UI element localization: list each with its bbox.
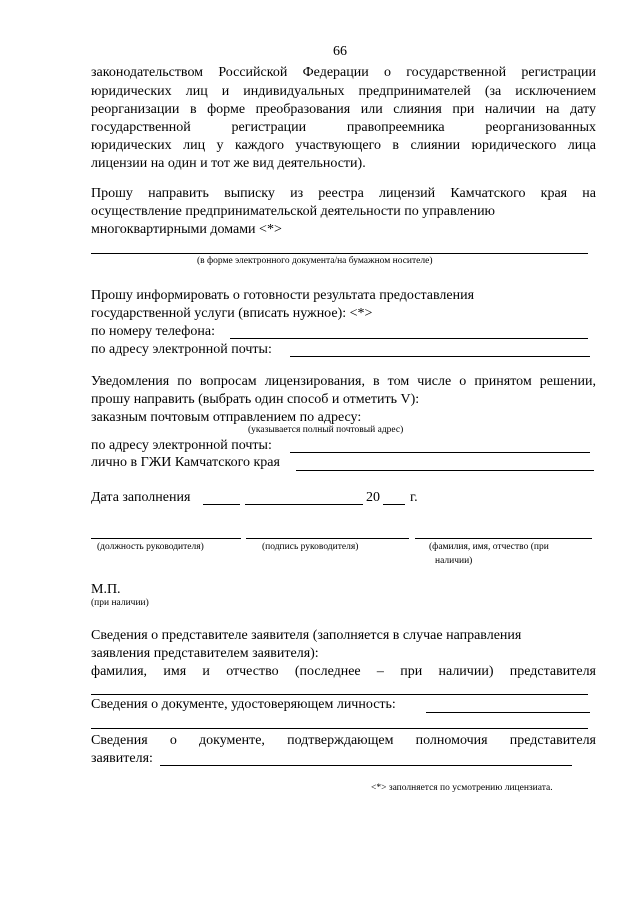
inform-line-2: государственной услуги (вписать нужное): <*> [91,306,373,321]
rep-name-field[interactable] [91,694,588,695]
signature-caption: (подпись руководителя) [262,542,359,552]
intro-line-2: юридических лиц и индивидуальных предпринимателей (за исключением [91,84,596,99]
phone-label: по номеру телефона: [91,324,215,339]
stamp-label: М.П. [91,582,121,597]
full-name-caption-1: (фамилия, имя, отчество (при [429,542,549,552]
rep-line-3: фамилия, имя и отчество (последнее – при наличии) представителя [91,664,596,679]
position-caption: (должность руководителя) [97,542,204,552]
in-person-label: лично в ГЖИ Камчатского края [91,455,280,470]
stamp-note: (при наличии) [91,598,149,608]
identity-doc-field[interactable] [426,712,590,713]
notify-line-1: Уведомления по вопросам лицензирования, в том числе о принятом решении, [91,374,596,389]
page-number: 66 [333,44,347,59]
inform-email-field[interactable] [290,356,590,357]
phone-field[interactable] [230,338,588,339]
identity-doc-field-2[interactable] [91,728,588,729]
postal-address-caption: (указывается полный почтовый адрес) [248,425,404,435]
extract-line-2: осуществление предпринимательской деятельности по управлению [91,204,496,219]
intro-line-4: государственной регистрации правопреемника реорганизованных [91,120,596,135]
identity-doc-label: Сведения о документе, удостоверяющем личность: [91,697,396,712]
date-year-field[interactable] [383,504,405,505]
intro-line-3: реорганизации в форме преобразования или слияния при наличии на дату [91,102,596,117]
notify-email-label: по адресу электронной почты: [91,438,272,453]
extract-line-1: Прошу направить выписку из реестра лицензий Камчатского края на [91,186,596,201]
date-year-suffix: г. [410,490,418,505]
extract-format-field[interactable] [91,253,588,254]
full-name-caption-2: наличии) [435,556,473,566]
position-field[interactable] [91,538,241,539]
intro-line-1: законодательством Российской Федерации о государственной регистрации [91,65,596,80]
date-year-prefix: 20 [366,490,380,505]
date-label: Дата заполнения [91,490,191,505]
authority-doc-line-2: заявителя: [91,751,153,766]
signature-field[interactable] [246,538,409,539]
footnote: <*> заполняется по усмотрению лицензиата. [371,783,553,793]
notify-line-2: прошу направить (выбрать один способ и отметить V): [91,392,420,407]
full-name-field[interactable] [415,538,592,539]
extract-format-caption: (в форме электронного документа/на бумажном носителе) [197,256,433,266]
date-day-field[interactable] [203,504,240,505]
rep-line-2: заявления представителем заявителя): [91,646,319,661]
date-month-field[interactable] [245,504,363,505]
inform-email-label: по адресу электронной почты: [91,342,272,357]
intro-line-5: юридических лиц у каждого участвующего в слиянии юридического лица [91,138,596,153]
extract-line-3: многоквартирными домами <*> [91,222,282,237]
notify-email-field[interactable] [290,452,590,453]
rep-line-1: Сведения о представителе заявителя (заполняется в случае направления [91,628,522,643]
authority-doc-line-1: Сведения о документе, подтверждающем полномочия представителя [91,733,596,748]
authority-doc-field[interactable] [160,765,572,766]
intro-line-6: лицензии на один и тот же вид деятельности). [91,156,366,171]
inform-line-1: Прошу информировать о готовности результата предоставления [91,288,475,303]
in-person-field[interactable] [296,470,594,471]
notify-line-3: заказным почтовым отправлением по адресу: [91,410,362,425]
